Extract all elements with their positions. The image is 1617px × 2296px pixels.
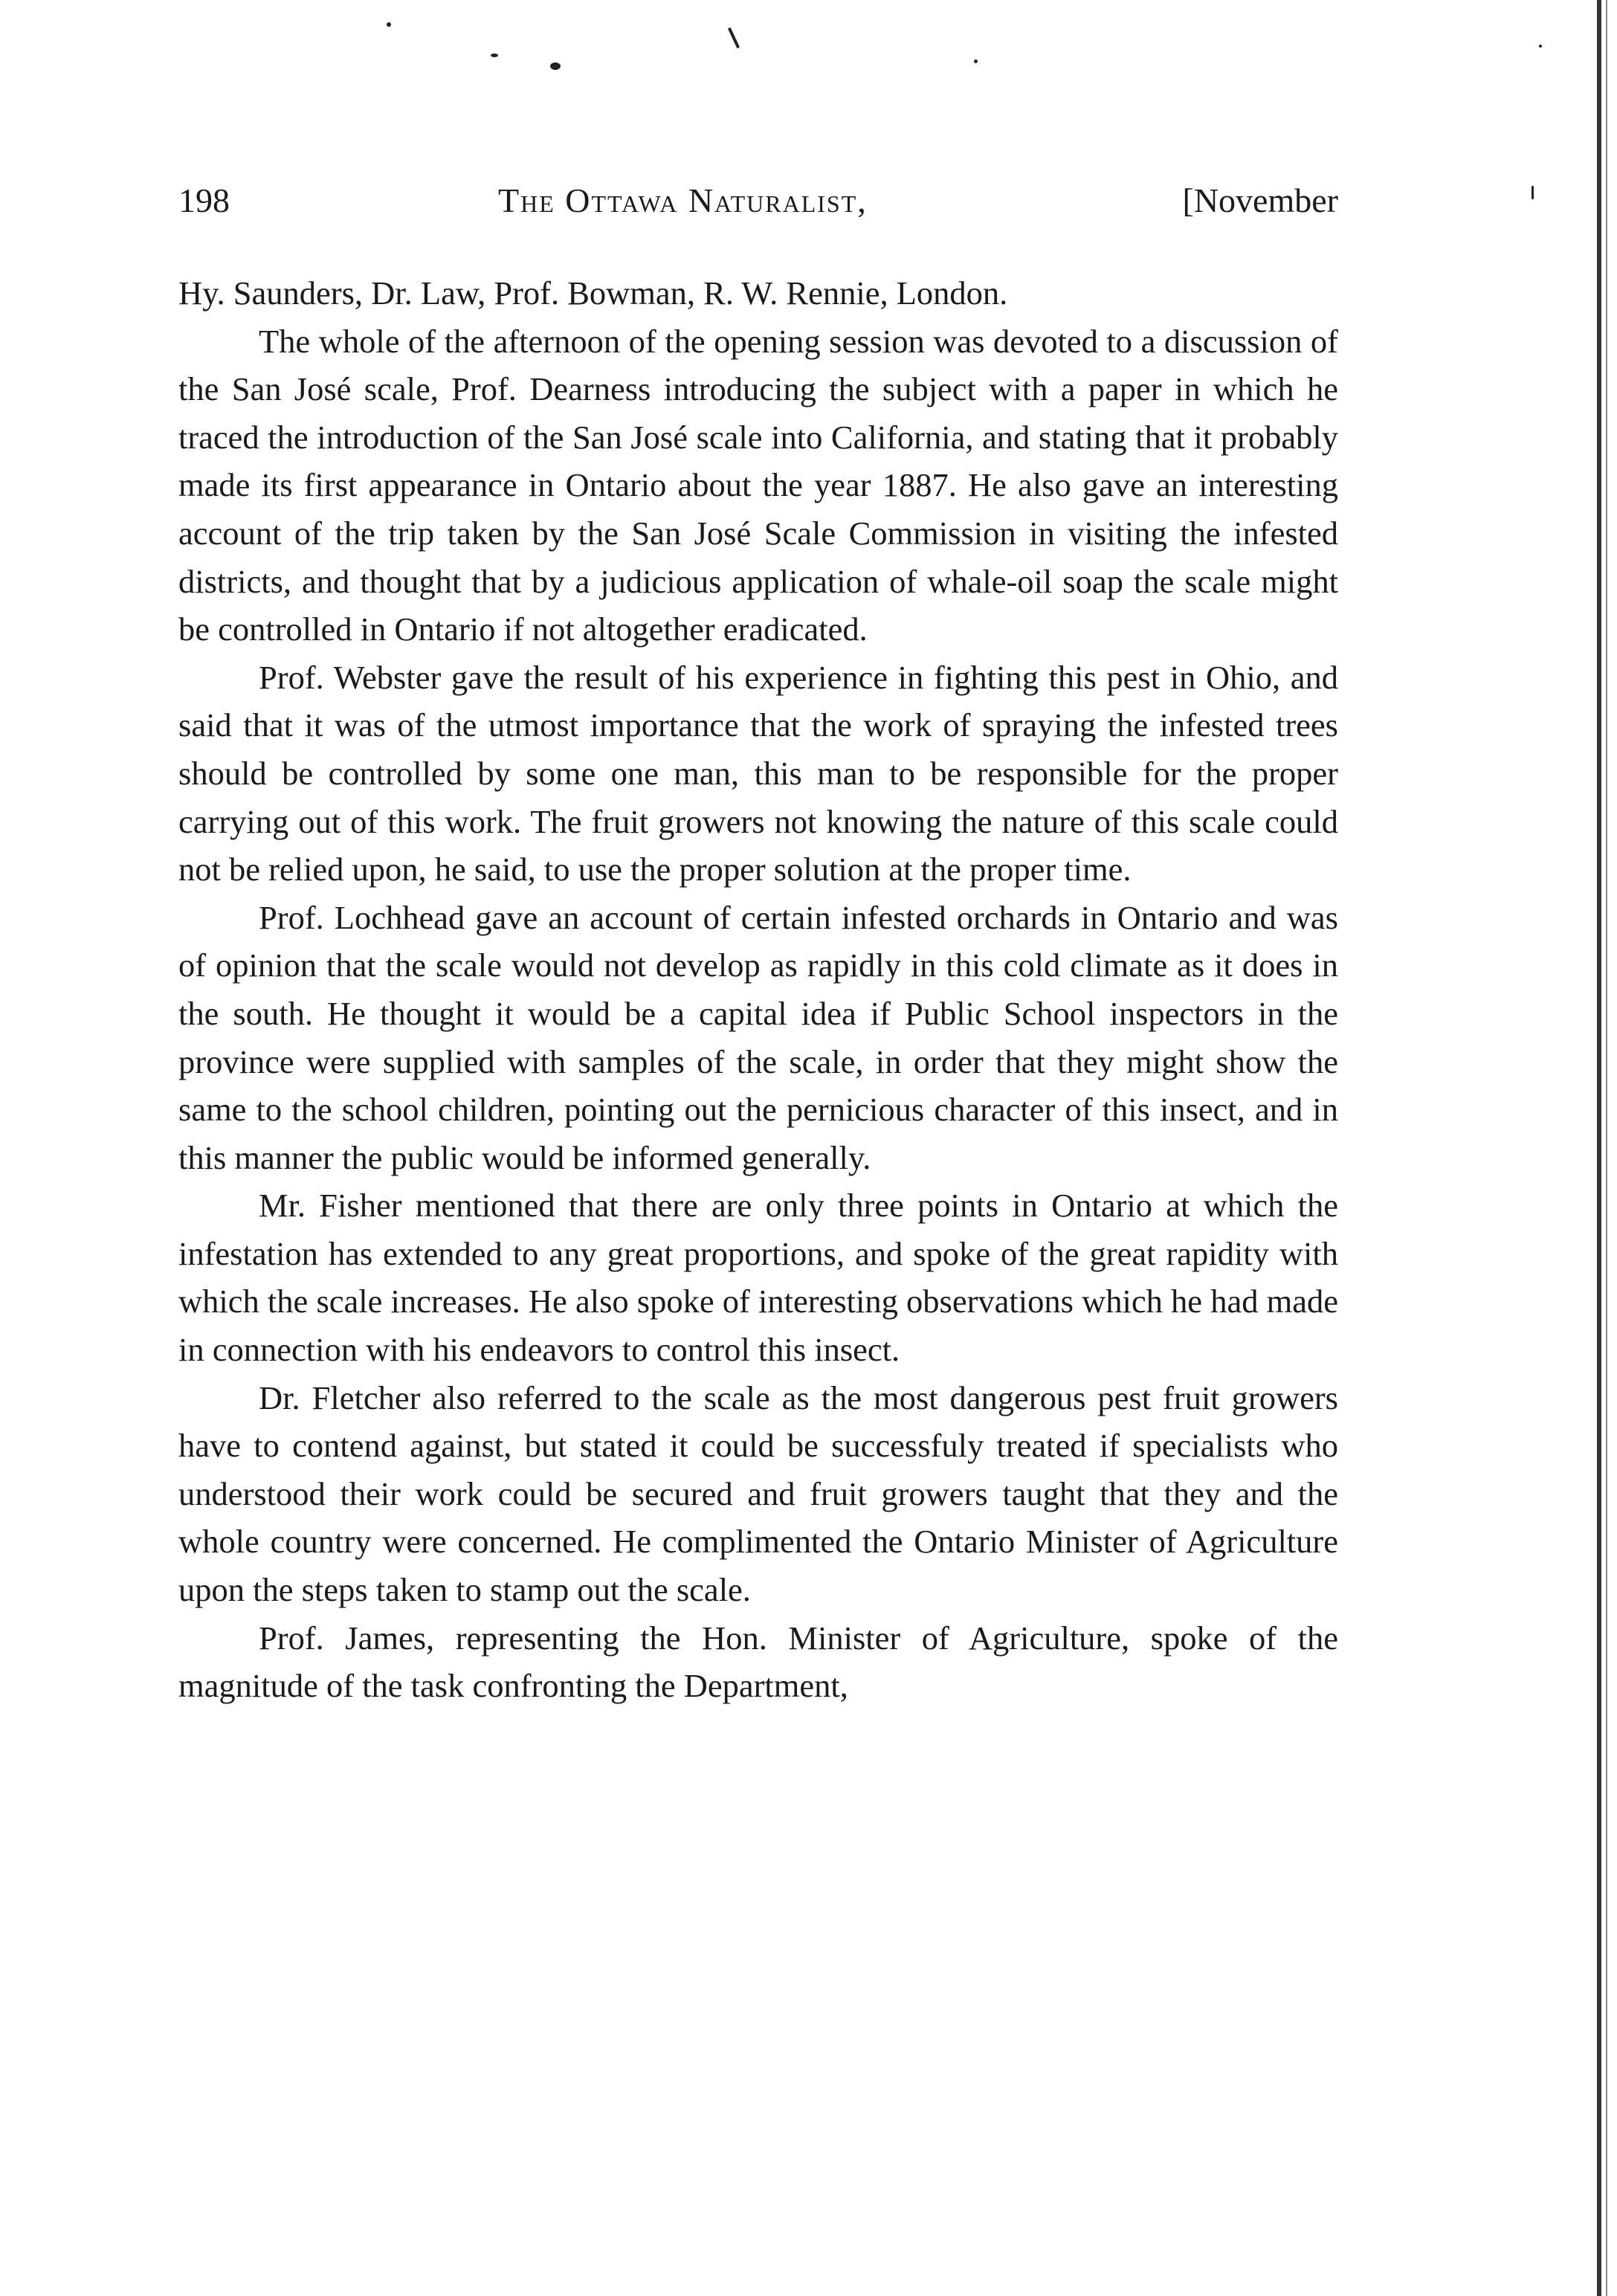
scan-edge-shadow xyxy=(1597,0,1601,2296)
paragraph-webster: Prof. Webster gave the result of his experience in fighting this pest in Ohio, and said that it was of the utmost importance that the work of spraying the infested trees should be controlled by some one man, this man to be responsible for the proper carrying out of this work. The fruit growers not knowing the nature of this scale could not be relied upon, he said, to use the proper solution at the proper time. xyxy=(178,658,1338,889)
paragraph-fisher: Mr. Fisher mentioned that there are only three points in Ontario at which the infestation has extended to any great proportions, and spoke of the great rapidity with which the scale increases. He also spoke of interesting observations which he had made in connection with his endeavors to control this insect. xyxy=(178,1187,1338,1369)
article-body xyxy=(178,269,1338,1710)
scan-speck xyxy=(491,54,498,57)
scan-speck xyxy=(387,22,391,27)
paragraph-james: Prof. James, representing the Hon. Minister of Agriculture, spoke of the magnitude of the task confronting the Department, xyxy=(178,1619,1338,1705)
scan-speck xyxy=(974,59,978,63)
journal-title: The Ottawa Naturalist, xyxy=(498,181,868,219)
issue-month: [November xyxy=(1182,181,1338,219)
paragraph-fletcher: Dr. Fletcher also referred to the scale as the most dangerous pest fruit growers have to contend against, but stated it could be successfuly treated if specialists who understood their work could be secured and fruit growers taught that they and the whole country were concerned. He complimented the Ontario Minister of Agriculture upon the steps taken to stamp out the scale. xyxy=(178,1378,1338,1609)
scan-speck xyxy=(550,62,561,70)
scan-edge-line xyxy=(1606,0,1607,2296)
scan-speck xyxy=(728,28,740,49)
scan-speck xyxy=(1532,186,1534,199)
scan-speck xyxy=(1539,45,1542,48)
paragraph-lochhead: Prof. Lochhead gave an account of certain infested orchards in Ontario and was of opinion that the scale would not develop as rapidly in this cold climate as it does in the south. He thought it would be a capital idea if Public School inspectors in the province were supplied with samples of the scale, in order that they might show the same to the school children, pointing out the pernicious character of this insect, and in this manner the public would be informed generally. xyxy=(178,898,1338,1176)
paragraph-continued: Hy. Saunders, Dr. Law, Prof. Bowman, R. W. Rennie, London. xyxy=(178,274,1008,312)
running-head xyxy=(178,171,1338,230)
paragraph-dearness: The whole of the afternoon of the opening session was devoted to a discussion of the San José scale, Prof. Dearness introducing the subject with a paper in which he traced the introduction of the San José scale into California, and stating that it probably made its first appearance in Ontario about the year 1887. He also gave an interesting account of the trip taken by the San José Scale Commission in visiting the infested districts, and thought that by a judicious application of whale-oil soap the scale might be controlled in Ontario if not altogether eradicated. xyxy=(178,322,1338,648)
page-number: 198 xyxy=(178,181,230,219)
